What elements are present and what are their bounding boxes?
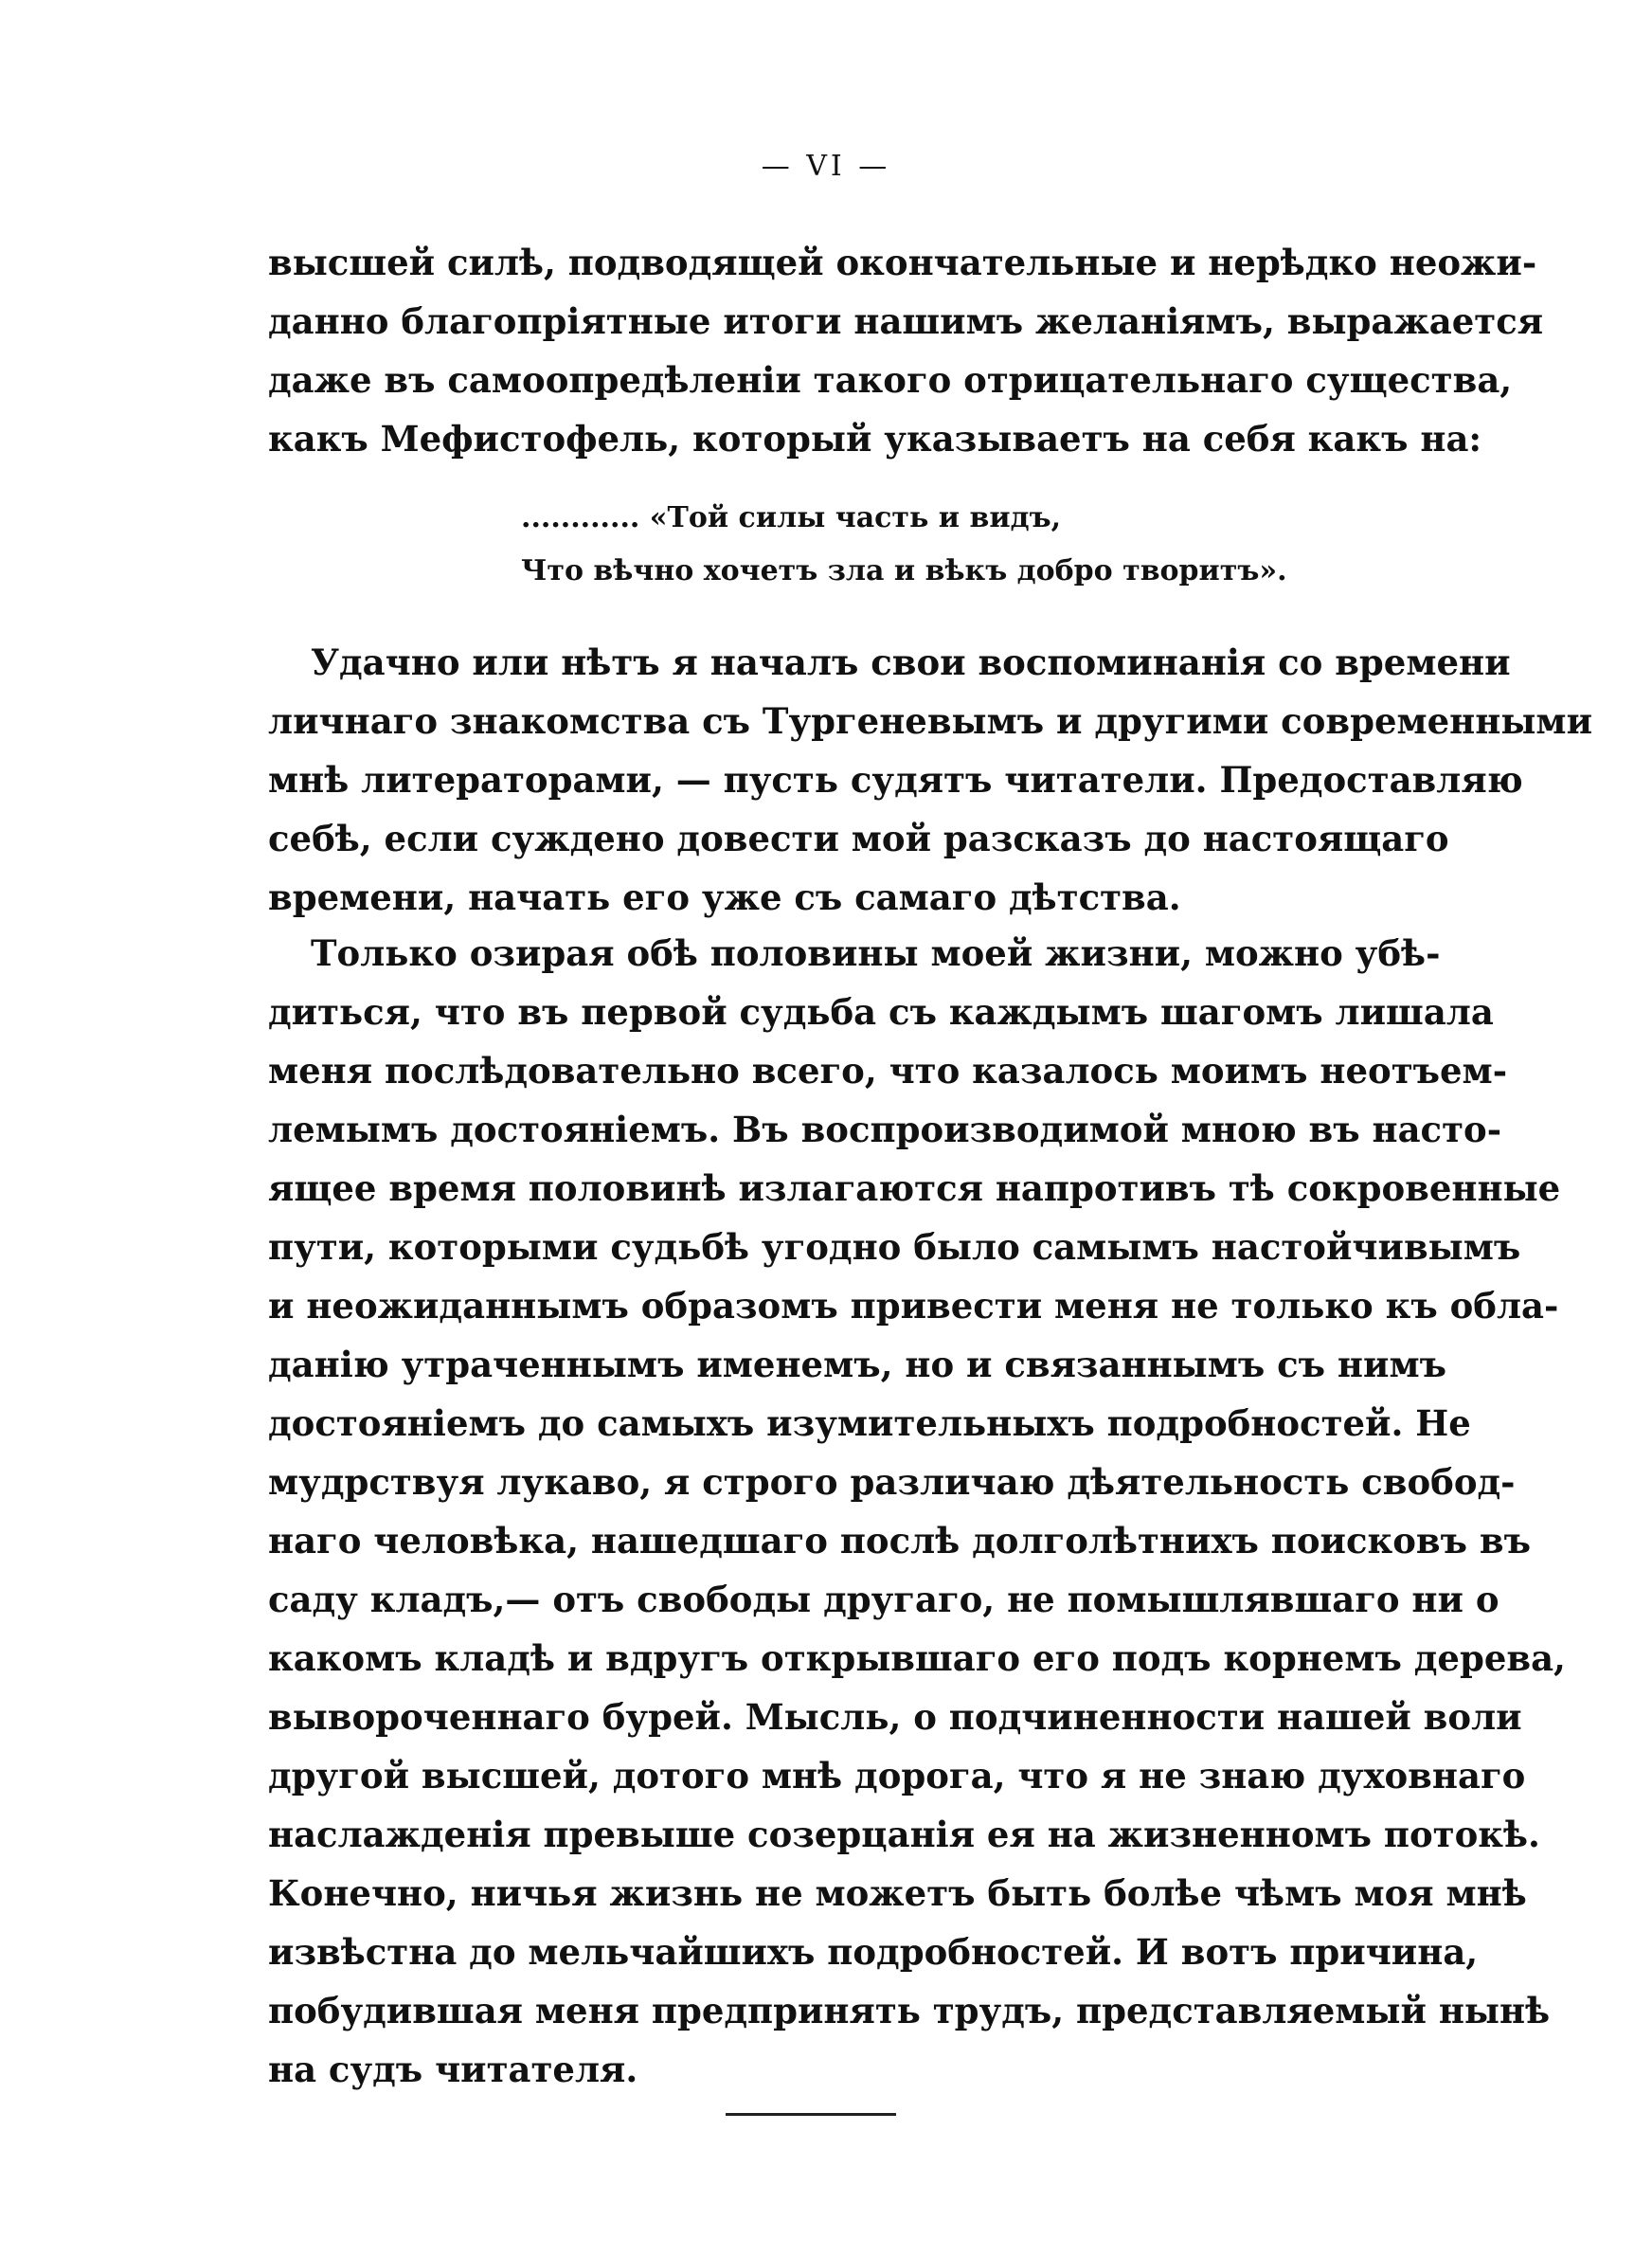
verse-quote (521, 492, 1287, 598)
text-line: диться, что въ первой судьба съ каждымъ шагомъ лишала (268, 991, 1494, 1033)
text-line: достояніемъ до самыхъ изумительныхъ подробностей. Не (268, 1402, 1471, 1444)
verse-line: Что вѣчно хочетъ зла и вѣкъ добро творитъ». (521, 554, 1287, 587)
text-line: времени, начать его уже съ самаго дѣтства. (268, 876, 1181, 918)
text-line: данію утраченнымъ именемъ, но и связаннымъ съ нимъ (268, 1344, 1446, 1385)
paragraph-1 (268, 233, 1544, 468)
text-line: вывороченнаго бурей. Мысль, о подчиненности нашей воли (268, 1696, 1522, 1738)
paragraph-3 (268, 924, 1566, 2099)
text-line: и неожиданнымъ образомъ привести меня не только къ обла- (268, 1285, 1559, 1327)
text-line: наслажденія превыше созерцанія ея на жизненномъ потокѣ. (268, 1814, 1540, 1855)
text-line: мнѣ литераторами, — пусть судятъ читатели. Предоставляю (268, 759, 1523, 801)
text-line: высшей силѣ, подводящей окончательные и нерѣдко неожи- (268, 242, 1537, 283)
text-line: пути, которыми судьбѣ угодно было самымъ настойчивымъ (268, 1226, 1521, 1268)
text-line: Только озирая обѣ половины моей жизни, можно убѣ- (311, 932, 1441, 974)
text-line: Конечно, ничья жизнь не можетъ быть болѣе чѣмъ моя мнѣ (268, 1872, 1527, 1914)
page-number: — VI — (761, 150, 891, 183)
text-line: себѣ, если суждено довести мой разсказъ до настоящаго (268, 818, 1449, 859)
text-line: на судъ читателя. (268, 2049, 638, 2090)
text-line: личнаго знакомства съ Тургеневымъ и другими современными (268, 700, 1593, 742)
text-line: саду кладъ,— отъ свободы другаго, не помышлявшаго ни о (268, 1579, 1499, 1620)
text-line: ящее время половинѣ излагаются напротивъ тѣ сокровенные (268, 1167, 1561, 1209)
text-line: какъ Мефистофель, который указываетъ на себя какъ на: (268, 418, 1482, 460)
text-line: Удачно или нѣтъ я началъ свои воспоминанія со времени (311, 641, 1511, 683)
paragraph-2 (268, 633, 1593, 927)
text-line: побудившая меня предпринять трудъ, представляемый нынѣ (268, 1990, 1551, 2031)
text-line: даже въ самоопредѣленіи такого отрицательнаго существа, (268, 359, 1513, 401)
text-line: меня послѣдовательно всего, что казалось моимъ неотъем- (268, 1050, 1508, 1092)
text-line: извѣстна до мельчайшихъ подробностей. И вотъ причина, (268, 1931, 1479, 1973)
text-line: данно благопріятные итоги нашимъ желаніямъ, выражается (268, 300, 1544, 342)
text-line: наго человѣка, нашедшаго послѣ долголѣтнихъ поисковъ въ (268, 1520, 1531, 1562)
closing-rule (726, 2113, 896, 2116)
text-line: мудрствуя лукаво, я строго различаю дѣятельность свобод- (268, 1461, 1516, 1503)
verse-line: ............ «Той силы часть и видъ, (521, 501, 1062, 534)
text-line: другой высшей, дотого мнѣ дорога, что я не знаю духовнаго (268, 1755, 1526, 1797)
text-line: какомъ кладѣ и вдругъ открывшаго его подъ корнемъ дерева, (268, 1637, 1566, 1679)
text-line: лемымъ достояніемъ. Въ воспроизводимой мною въ насто- (268, 1109, 1502, 1150)
